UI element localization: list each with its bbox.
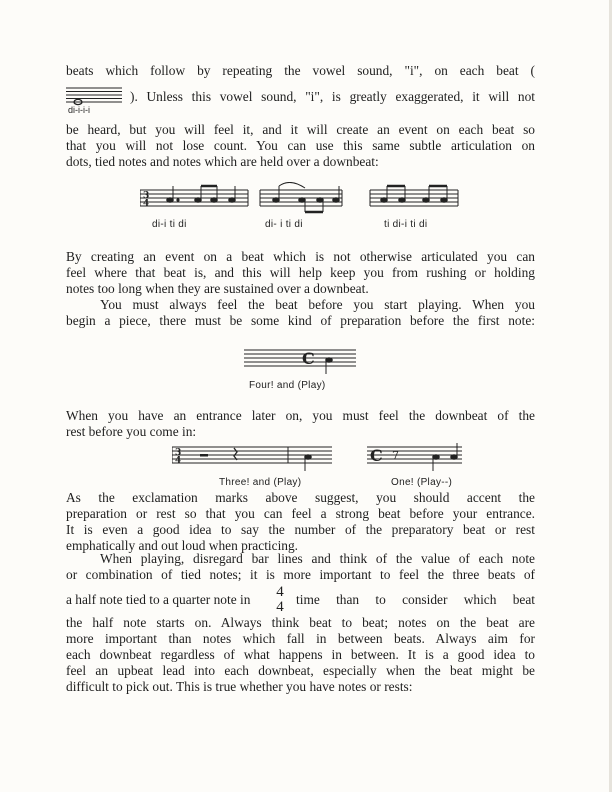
text-line: rest before you come in: xyxy=(66,424,197,439)
svg-text:C: C xyxy=(302,349,315,368)
text-line: preparation or rest so that you can feel a strong beat before your entrance. xyxy=(66,506,535,521)
text-line: It is even a good idea to say the number of the preparatory beat or rest xyxy=(66,522,535,537)
text-line: feel where that beat is, and this will help keep you from rushing or holding xyxy=(66,265,535,280)
caption: di-i ti di xyxy=(152,219,187,230)
time-signature-bottom: 4 xyxy=(276,599,284,615)
text-line: ). Unless this vowel sound, "i", is greatly exaggerated, it will not xyxy=(130,89,535,104)
text-line: By creating an event on a beat which is not otherwise articulated you can xyxy=(66,249,535,264)
text-line: or combination of tied notes; it is more important to feel the three beats of xyxy=(66,567,535,582)
text-line: be heard, but you will feel it, and it will create an event on each beat so xyxy=(66,122,535,137)
svg-text:3: 3 xyxy=(143,191,150,201)
caption: One! (Play--) xyxy=(391,477,453,488)
text-line: more important than notes which fall in between beats. Always aim for xyxy=(66,631,535,646)
text-line: the half note starts on. Always think beat to beat; notes on the beat are xyxy=(66,615,535,630)
time-signature-top: 4 xyxy=(276,584,284,600)
caption: Four! and (Play) xyxy=(249,380,326,391)
text-line: a half note tied to a quarter note in xyxy=(66,592,251,607)
text-line: difficult to pick out. This is true whether you have notes or rests: xyxy=(66,679,413,694)
time-signature xyxy=(272,585,288,619)
caption: di- i ti di xyxy=(265,219,303,230)
text-line: When you have an entrance later on, you must feel the downbeat of the xyxy=(66,408,535,423)
svg-text:4: 4 xyxy=(175,456,182,466)
text-line: As the exclamation marks above suggest, you should accent the xyxy=(66,490,535,505)
text-line: begin a piece, there must be some kind of preparation before the first note: xyxy=(66,313,535,328)
text-line: time than to consider which beat xyxy=(296,592,535,607)
caption: ti di-i ti di xyxy=(384,219,428,230)
text-line: You must always feel the beat before you start playing. When you xyxy=(100,297,535,312)
inline-staff-example xyxy=(66,82,122,116)
text-line: emphatically and out loud when practicing. xyxy=(66,538,299,553)
svg-text:3: 3 xyxy=(175,448,182,458)
text-line: When playing, disregard bar lines and think of the value of each note xyxy=(100,551,535,566)
text-line: each downbeat regardless of what happens in between. It is a good idea to xyxy=(66,647,535,662)
svg-text:C: C xyxy=(370,446,383,465)
text-line: that you will not lose count. You can use this same subtle articulation on xyxy=(66,138,535,153)
caption: Three! and (Play) xyxy=(219,477,302,488)
music-example-articulation xyxy=(140,182,470,216)
text-line: beats which follow by repeating the vowel sound, "i", on each beat ( xyxy=(66,63,535,78)
svg-text:7: 7 xyxy=(392,449,399,462)
music-example-preparation xyxy=(244,342,356,378)
music-example-entrance xyxy=(172,441,472,475)
text-line: notes too long when they are sustained over a downbeat. xyxy=(66,281,369,296)
text-line: dots, tied notes and notes which are held over a downbeat: xyxy=(66,154,379,169)
svg-text:4: 4 xyxy=(143,199,150,209)
inline-label: di-i-i-i xyxy=(68,105,90,115)
text-line: feel an upbeat lead into each downbeat, especially when the beat might be xyxy=(66,663,535,678)
